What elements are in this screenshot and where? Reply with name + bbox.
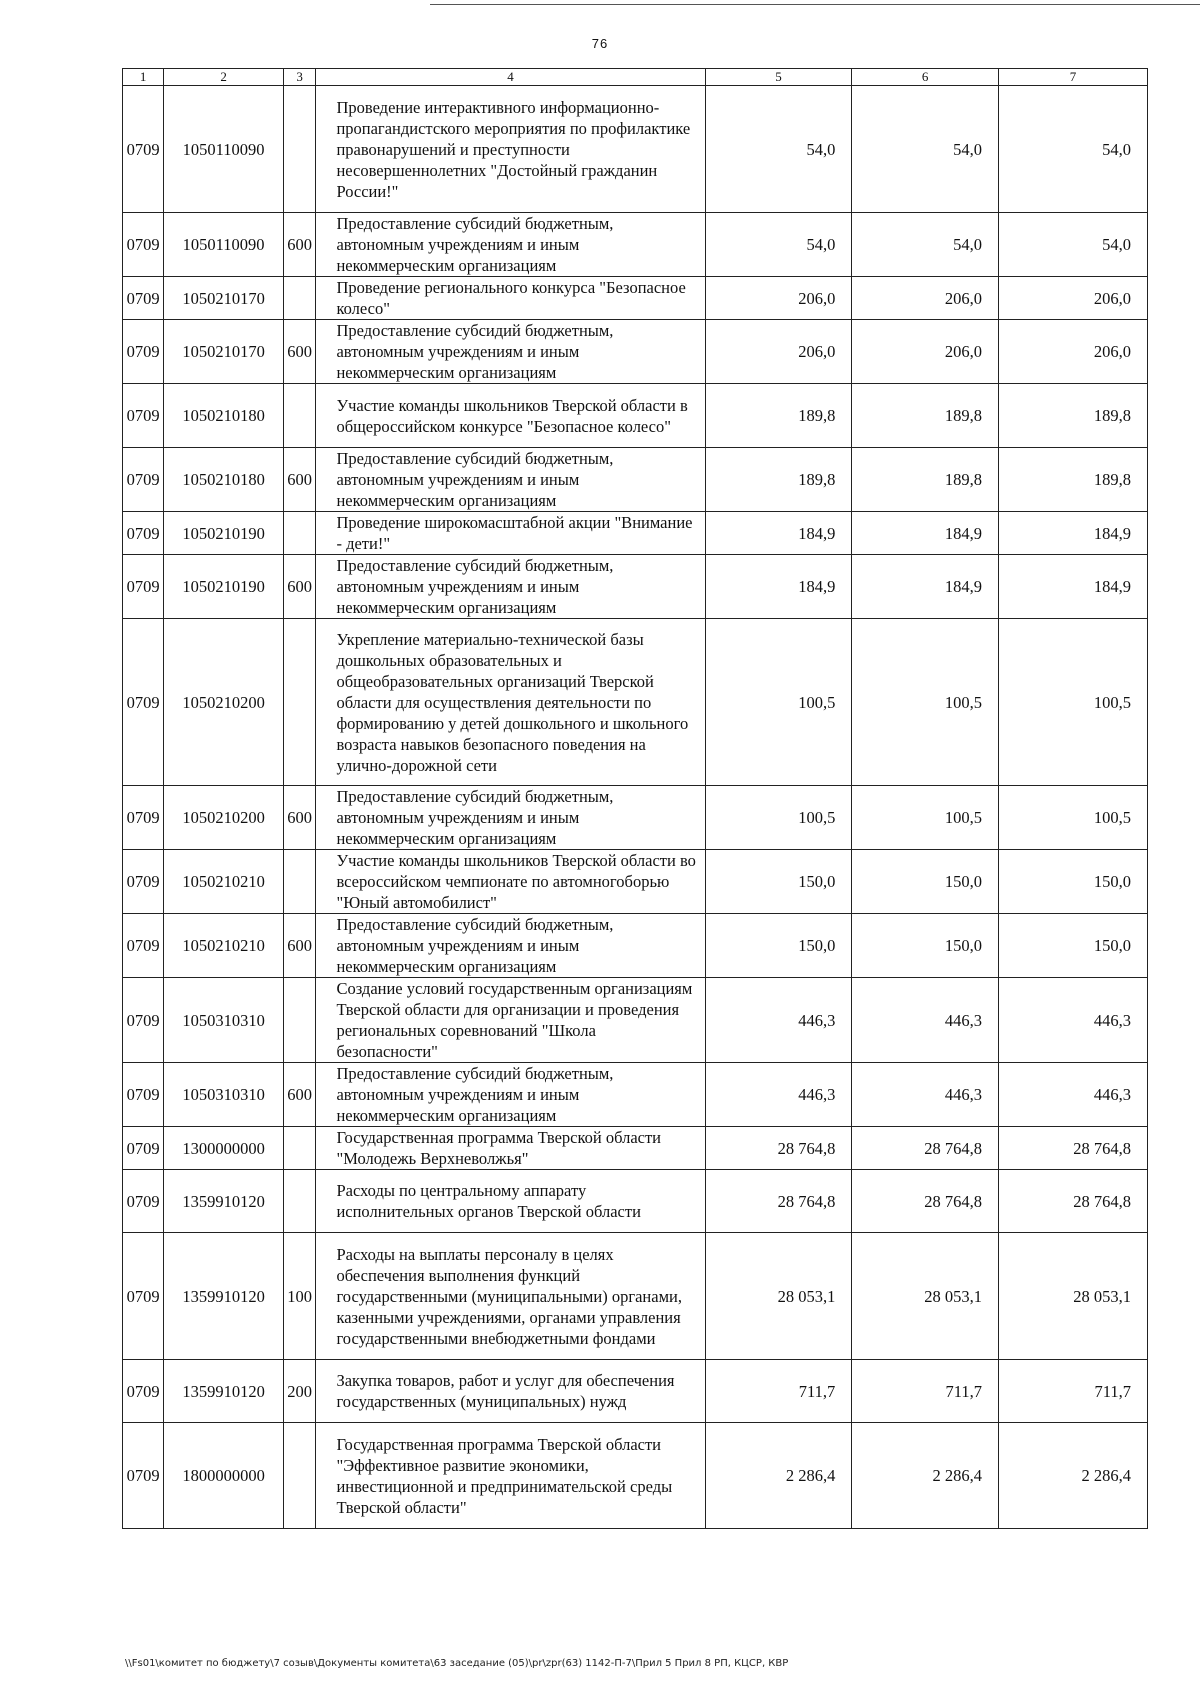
amount-col6-cell: 150,0 bbox=[852, 850, 999, 914]
item-name-cell: Проведение регионального конкурса "Безопасное колесо" bbox=[316, 277, 705, 320]
amount-col7-cell: 54,0 bbox=[999, 213, 1148, 277]
item-name-cell: Предоставление субсидий бюджетным, автономным учреждениям и иным некоммерческим организациям bbox=[316, 320, 705, 384]
column-header: 3 bbox=[283, 69, 316, 86]
table-row bbox=[123, 1423, 1148, 1529]
section-cell: 0709 bbox=[123, 512, 164, 555]
amount-col7-cell: 206,0 bbox=[999, 277, 1148, 320]
table-row bbox=[123, 1233, 1148, 1360]
amount-col6-cell: 184,9 bbox=[852, 555, 999, 619]
expense-type-cell bbox=[283, 619, 316, 786]
amount-col6-cell: 189,8 bbox=[852, 384, 999, 448]
table-row bbox=[123, 914, 1148, 978]
expense-type-cell: 600 bbox=[283, 786, 316, 850]
section-cell: 0709 bbox=[123, 320, 164, 384]
target-code-cell: 1050210190 bbox=[164, 512, 284, 555]
column-header: 1 bbox=[123, 69, 164, 86]
table-row bbox=[123, 1127, 1148, 1170]
target-code-cell: 1050210180 bbox=[164, 448, 284, 512]
section-cell: 0709 bbox=[123, 850, 164, 914]
target-code-cell: 1050210210 bbox=[164, 914, 284, 978]
footer-file-path: \\Fs01\комитет по бюджету\7 созыв\Документы комитета\63 заседание (05)\pr\zpr(63) 1142-П-7\Прил 5 Прил 8 РП, КЦСР, КВР bbox=[125, 1658, 789, 1669]
amount-col5-cell: 189,8 bbox=[705, 384, 852, 448]
amount-col6-cell: 54,0 bbox=[852, 213, 999, 277]
amount-col6-cell: 711,7 bbox=[852, 1360, 999, 1423]
section-cell: 0709 bbox=[123, 86, 164, 213]
amount-col6-cell: 2 286,4 bbox=[852, 1423, 999, 1529]
amount-col5-cell: 100,5 bbox=[705, 619, 852, 786]
amount-col5-cell: 446,3 bbox=[705, 978, 852, 1063]
section-cell: 0709 bbox=[123, 555, 164, 619]
target-code-cell: 1050310310 bbox=[164, 978, 284, 1063]
expense-type-cell bbox=[283, 86, 316, 213]
section-cell: 0709 bbox=[123, 1127, 164, 1170]
section-cell: 0709 bbox=[123, 786, 164, 850]
table-row bbox=[123, 448, 1148, 512]
table-row bbox=[123, 850, 1148, 914]
item-name-cell: Закупка товаров, работ и услуг для обеспечения государственных (муниципальных) нужд bbox=[316, 1360, 705, 1423]
amount-col7-cell: 184,9 bbox=[999, 555, 1148, 619]
target-code-cell: 1050110090 bbox=[164, 213, 284, 277]
amount-col7-cell: 28 053,1 bbox=[999, 1233, 1148, 1360]
item-name-cell: Расходы на выплаты персоналу в целях обеспечения выполнения функций государственными (муниципальными) органами, казенными учреждениями, органами управления государственными внебюджетными фондами bbox=[316, 1233, 705, 1360]
target-code-cell: 1300000000 bbox=[164, 1127, 284, 1170]
amount-col5-cell: 28 764,8 bbox=[705, 1170, 852, 1233]
page-number: 76 bbox=[591, 36, 609, 51]
amount-col5-cell: 184,9 bbox=[705, 555, 852, 619]
item-name-cell: Государственная программа Тверской области "Эффективное развитие экономики, инвестиционной и предпринимательской среды Тверской области" bbox=[316, 1423, 705, 1529]
column-header: 7 bbox=[999, 69, 1148, 86]
amount-col5-cell: 189,8 bbox=[705, 448, 852, 512]
target-code-cell: 1359910120 bbox=[164, 1233, 284, 1360]
section-cell: 0709 bbox=[123, 1360, 164, 1423]
item-name-cell: Участие команды школьников Тверской области во всероссийском чемпионате по автомногоборью "Юный автомобилист" bbox=[316, 850, 705, 914]
amount-col6-cell: 206,0 bbox=[852, 320, 999, 384]
amount-col7-cell: 2 286,4 bbox=[999, 1423, 1148, 1529]
target-code-cell: 1050310310 bbox=[164, 1063, 284, 1127]
section-cell: 0709 bbox=[123, 914, 164, 978]
item-name-cell: Расходы по центральному аппарату исполнительных органов Тверской области bbox=[316, 1170, 705, 1233]
table-row bbox=[123, 1360, 1148, 1423]
amount-col6-cell: 54,0 bbox=[852, 86, 999, 213]
item-name-cell: Проведение широкомасштабной акции "Внимание - дети!" bbox=[316, 512, 705, 555]
table-row bbox=[123, 619, 1148, 786]
expense-type-cell bbox=[283, 384, 316, 448]
target-code-cell: 1050210200 bbox=[164, 619, 284, 786]
expense-type-cell bbox=[283, 978, 316, 1063]
section-cell: 0709 bbox=[123, 978, 164, 1063]
table-row bbox=[123, 512, 1148, 555]
amount-col6-cell: 100,5 bbox=[852, 786, 999, 850]
section-cell: 0709 bbox=[123, 448, 164, 512]
top-rule bbox=[430, 4, 1200, 5]
target-code-cell: 1359910120 bbox=[164, 1360, 284, 1423]
expense-type-cell: 600 bbox=[283, 448, 316, 512]
amount-col7-cell: 189,8 bbox=[999, 448, 1148, 512]
target-code-cell: 1359910120 bbox=[164, 1170, 284, 1233]
target-code-cell: 1050210180 bbox=[164, 384, 284, 448]
section-cell: 0709 bbox=[123, 1423, 164, 1529]
table-row bbox=[123, 86, 1148, 213]
target-code-cell: 1050210200 bbox=[164, 786, 284, 850]
table-header bbox=[123, 69, 1148, 86]
section-cell: 0709 bbox=[123, 619, 164, 786]
amount-col5-cell: 100,5 bbox=[705, 786, 852, 850]
column-header: 4 bbox=[316, 69, 705, 86]
expense-type-cell: 600 bbox=[283, 1063, 316, 1127]
item-name-cell: Укрепление материально-технической базы дошкольных образовательных и общеобразовательных организаций Тверской области для осуществления деятельности по формированию у детей дошкольного и школьного возраста навыков безопасного поведения на улично-дорожной сети bbox=[316, 619, 705, 786]
target-code-cell: 1050210210 bbox=[164, 850, 284, 914]
table-row bbox=[123, 384, 1148, 448]
expense-type-cell bbox=[283, 850, 316, 914]
item-name-cell: Предоставление субсидий бюджетным, автономным учреждениям и иным некоммерческим организациям bbox=[316, 555, 705, 619]
amount-col6-cell: 446,3 bbox=[852, 978, 999, 1063]
amount-col5-cell: 711,7 bbox=[705, 1360, 852, 1423]
amount-col6-cell: 150,0 bbox=[852, 914, 999, 978]
amount-col6-cell: 206,0 bbox=[852, 277, 999, 320]
item-name-cell: Создание условий государственным организациям Тверской области для организации и проведения региональных соревнований "Школа безопасности" bbox=[316, 978, 705, 1063]
table-row bbox=[123, 320, 1148, 384]
column-header: 6 bbox=[852, 69, 999, 86]
item-name-cell: Предоставление субсидий бюджетным, автономным учреждениям и иным некоммерческим организациям bbox=[316, 786, 705, 850]
section-cell: 0709 bbox=[123, 1063, 164, 1127]
amount-col5-cell: 28 053,1 bbox=[705, 1233, 852, 1360]
section-cell: 0709 bbox=[123, 277, 164, 320]
table-row bbox=[123, 277, 1148, 320]
expense-type-cell bbox=[283, 1127, 316, 1170]
amount-col7-cell: 711,7 bbox=[999, 1360, 1148, 1423]
expense-type-cell bbox=[283, 1170, 316, 1233]
expense-type-cell: 600 bbox=[283, 320, 316, 384]
amount-col5-cell: 54,0 bbox=[705, 213, 852, 277]
expense-type-cell: 600 bbox=[283, 914, 316, 978]
table-row bbox=[123, 555, 1148, 619]
target-code-cell: 1050110090 bbox=[164, 86, 284, 213]
amount-col5-cell: 2 286,4 bbox=[705, 1423, 852, 1529]
amount-col6-cell: 100,5 bbox=[852, 619, 999, 786]
amount-col5-cell: 184,9 bbox=[705, 512, 852, 555]
amount-col5-cell: 54,0 bbox=[705, 86, 852, 213]
item-name-cell: Предоставление субсидий бюджетным, автономным учреждениям и иным некоммерческим организациям bbox=[316, 213, 705, 277]
amount-col6-cell: 28 764,8 bbox=[852, 1170, 999, 1233]
amount-col7-cell: 150,0 bbox=[999, 914, 1148, 978]
amount-col7-cell: 100,5 bbox=[999, 786, 1148, 850]
expense-type-cell: 600 bbox=[283, 213, 316, 277]
expense-type-cell: 200 bbox=[283, 1360, 316, 1423]
item-name-cell: Участие команды школьников Тверской области в общероссийском конкурсе "Безопасное колесо" bbox=[316, 384, 705, 448]
table-row bbox=[123, 1170, 1148, 1233]
table-row bbox=[123, 213, 1148, 277]
target-code-cell: 1800000000 bbox=[164, 1423, 284, 1529]
expense-type-cell bbox=[283, 1423, 316, 1529]
column-header: 5 bbox=[705, 69, 852, 86]
expense-type-cell bbox=[283, 512, 316, 555]
target-code-cell: 1050210190 bbox=[164, 555, 284, 619]
amount-col5-cell: 150,0 bbox=[705, 914, 852, 978]
amount-col7-cell: 446,3 bbox=[999, 978, 1148, 1063]
target-code-cell: 1050210170 bbox=[164, 277, 284, 320]
amount-col7-cell: 100,5 bbox=[999, 619, 1148, 786]
section-cell: 0709 bbox=[123, 384, 164, 448]
column-header: 2 bbox=[164, 69, 284, 86]
table-row bbox=[123, 1063, 1148, 1127]
amount-col7-cell: 184,9 bbox=[999, 512, 1148, 555]
amount-col7-cell: 206,0 bbox=[999, 320, 1148, 384]
amount-col6-cell: 446,3 bbox=[852, 1063, 999, 1127]
amount-col6-cell: 28 053,1 bbox=[852, 1233, 999, 1360]
item-name-cell: Предоставление субсидий бюджетным, автономным учреждениям и иным некоммерческим организациям bbox=[316, 914, 705, 978]
amount-col6-cell: 28 764,8 bbox=[852, 1127, 999, 1170]
amount-col7-cell: 150,0 bbox=[999, 850, 1148, 914]
amount-col7-cell: 446,3 bbox=[999, 1063, 1148, 1127]
amount-col7-cell: 189,8 bbox=[999, 384, 1148, 448]
table-body bbox=[123, 86, 1148, 1529]
section-cell: 0709 bbox=[123, 1170, 164, 1233]
amount-col7-cell: 54,0 bbox=[999, 86, 1148, 213]
item-name-cell: Государственная программа Тверской области "Молодежь Верхневолжья" bbox=[316, 1127, 705, 1170]
amount-col5-cell: 446,3 bbox=[705, 1063, 852, 1127]
amount-col5-cell: 150,0 bbox=[705, 850, 852, 914]
item-name-cell: Предоставление субсидий бюджетным, автономным учреждениям и иным некоммерческим организациям bbox=[316, 1063, 705, 1127]
amount-col5-cell: 28 764,8 bbox=[705, 1127, 852, 1170]
table-row bbox=[123, 786, 1148, 850]
amount-col5-cell: 206,0 bbox=[705, 277, 852, 320]
budget-table bbox=[122, 68, 1148, 1529]
amount-col7-cell: 28 764,8 bbox=[999, 1127, 1148, 1170]
target-code-cell: 1050210170 bbox=[164, 320, 284, 384]
expense-type-cell bbox=[283, 277, 316, 320]
amount-col6-cell: 189,8 bbox=[852, 448, 999, 512]
table-row bbox=[123, 978, 1148, 1063]
column-number-row bbox=[123, 69, 1148, 86]
amount-col5-cell: 206,0 bbox=[705, 320, 852, 384]
expense-type-cell: 600 bbox=[283, 555, 316, 619]
amount-col7-cell: 28 764,8 bbox=[999, 1170, 1148, 1233]
amount-col6-cell: 184,9 bbox=[852, 512, 999, 555]
expense-type-cell: 100 bbox=[283, 1233, 316, 1360]
item-name-cell: Предоставление субсидий бюджетным, автономным учреждениям и иным некоммерческим организациям bbox=[316, 448, 705, 512]
item-name-cell: Проведение интерактивного информационно-пропагандистского мероприятия по профилактике правонарушений и преступности несовершеннолетних "Достойный гражданин России!" bbox=[316, 86, 705, 213]
section-cell: 0709 bbox=[123, 1233, 164, 1360]
section-cell: 0709 bbox=[123, 213, 164, 277]
